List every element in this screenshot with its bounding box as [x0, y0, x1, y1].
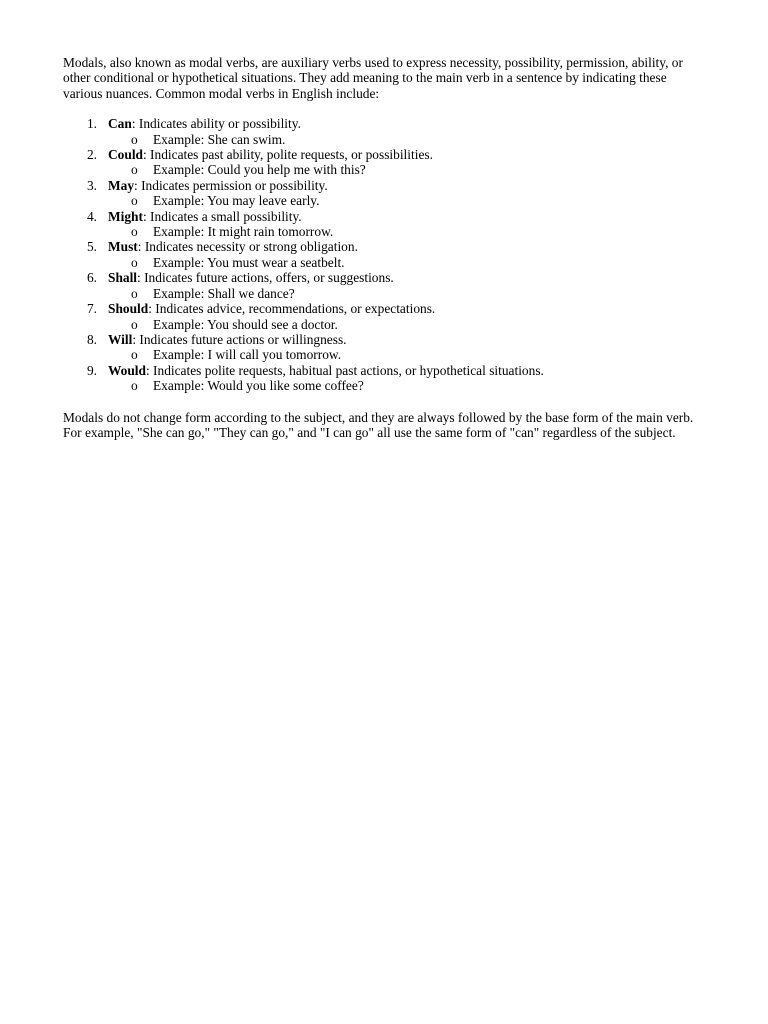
item-number: 8. — [86, 331, 97, 347]
example-item — [63, 162, 708, 177]
document-page — [63, 55, 708, 440]
modal-item-would — [63, 363, 708, 378]
item-number: 7. — [86, 301, 97, 317]
modal-item-might — [63, 209, 708, 224]
modal-term: Shall — [108, 270, 138, 286]
example-text: Example: Shall we dance? — [153, 285, 295, 301]
modal-description: : Indicates a small possibility. — [142, 208, 302, 224]
modal-description: : Indicates permission or possibility. — [134, 177, 328, 193]
modal-description: : Indicates future actions or willingness. — [132, 331, 347, 347]
bullet-icon: o — [131, 162, 138, 178]
modal-description: : Indicates past ability, polite requests, or possibilities. — [142, 147, 433, 163]
item-number: 5. — [86, 239, 97, 255]
item-number: 3. — [86, 177, 97, 193]
example-item — [63, 255, 708, 270]
example-text: Example: Could you help me with this? — [153, 162, 366, 178]
modal-item-should — [63, 301, 708, 316]
bullet-icon: o — [131, 131, 138, 147]
bullet-icon: o — [131, 285, 138, 301]
modal-item-must — [63, 239, 708, 254]
modal-description: : Indicates ability or possibility. — [131, 116, 301, 132]
example-item — [63, 347, 708, 362]
item-number: 9. — [86, 362, 97, 378]
outro-paragraph: Modals do not change form according to the subject, and they are always followed by the base form of the main verb. For example, "She can go," "They can go," and "I can go" all use the same form of "can" regardless of the subject. — [63, 409, 694, 440]
example-text: Example: You must wear a seatbelt. — [153, 254, 345, 270]
example-text: Example: Would you like some coffee? — [153, 378, 364, 394]
modal-item-shall — [63, 270, 708, 285]
modal-item-will — [63, 332, 708, 347]
modal-description: : Indicates advice, recommendations, or expectations. — [148, 301, 436, 317]
modal-term: Will — [108, 331, 133, 347]
modal-term: Might — [108, 208, 143, 224]
modal-item-may — [63, 178, 708, 193]
intro-paragraph: Modals, also known as modal verbs, are auxiliary verbs used to express necessity, possibility, permission, ability, or other conditional or hypothetical situations. They add meaning to the main verb in a sentence by indicating these various nuances. Common modal verbs in English include: — [63, 55, 683, 101]
modal-term: Could — [108, 147, 143, 163]
bullet-icon: o — [131, 254, 138, 270]
modal-term: Can — [108, 116, 132, 132]
modal-description: : Indicates polite requests, habitual past actions, or hypothetical situations. — [145, 362, 544, 378]
modal-description: : Indicates necessity or strong obligation. — [137, 239, 358, 255]
item-number: 4. — [86, 208, 97, 224]
modal-term: May — [108, 177, 135, 193]
bullet-icon: o — [131, 378, 138, 394]
example-text: Example: She can swim. — [153, 131, 286, 147]
example-item — [63, 193, 708, 208]
bullet-icon: o — [131, 316, 138, 332]
item-number: 2. — [86, 147, 97, 163]
item-number: 1. — [86, 116, 97, 132]
example-item — [63, 317, 708, 332]
item-number: 6. — [86, 270, 97, 286]
modal-item-can — [63, 116, 708, 131]
example-item — [63, 132, 708, 147]
modal-term: Would — [108, 362, 146, 378]
bullet-icon: o — [131, 347, 138, 363]
bullet-icon: o — [131, 193, 138, 209]
modal-item-could — [63, 147, 708, 162]
example-text: Example: I will call you tomorrow. — [153, 347, 342, 363]
bullet-icon: o — [131, 224, 138, 240]
modal-term: Must — [108, 239, 138, 255]
example-text: Example: You should see a doctor. — [153, 316, 338, 332]
example-text: Example: It might rain tomorrow. — [153, 224, 334, 240]
modal-description: : Indicates future actions, offers, or suggestions. — [137, 270, 394, 286]
example-item — [63, 286, 708, 301]
example-text: Example: You may leave early. — [153, 193, 320, 209]
modal-term: Should — [108, 301, 149, 317]
modal-verbs-list — [63, 116, 708, 393]
example-item — [63, 378, 708, 393]
example-item — [63, 224, 708, 239]
